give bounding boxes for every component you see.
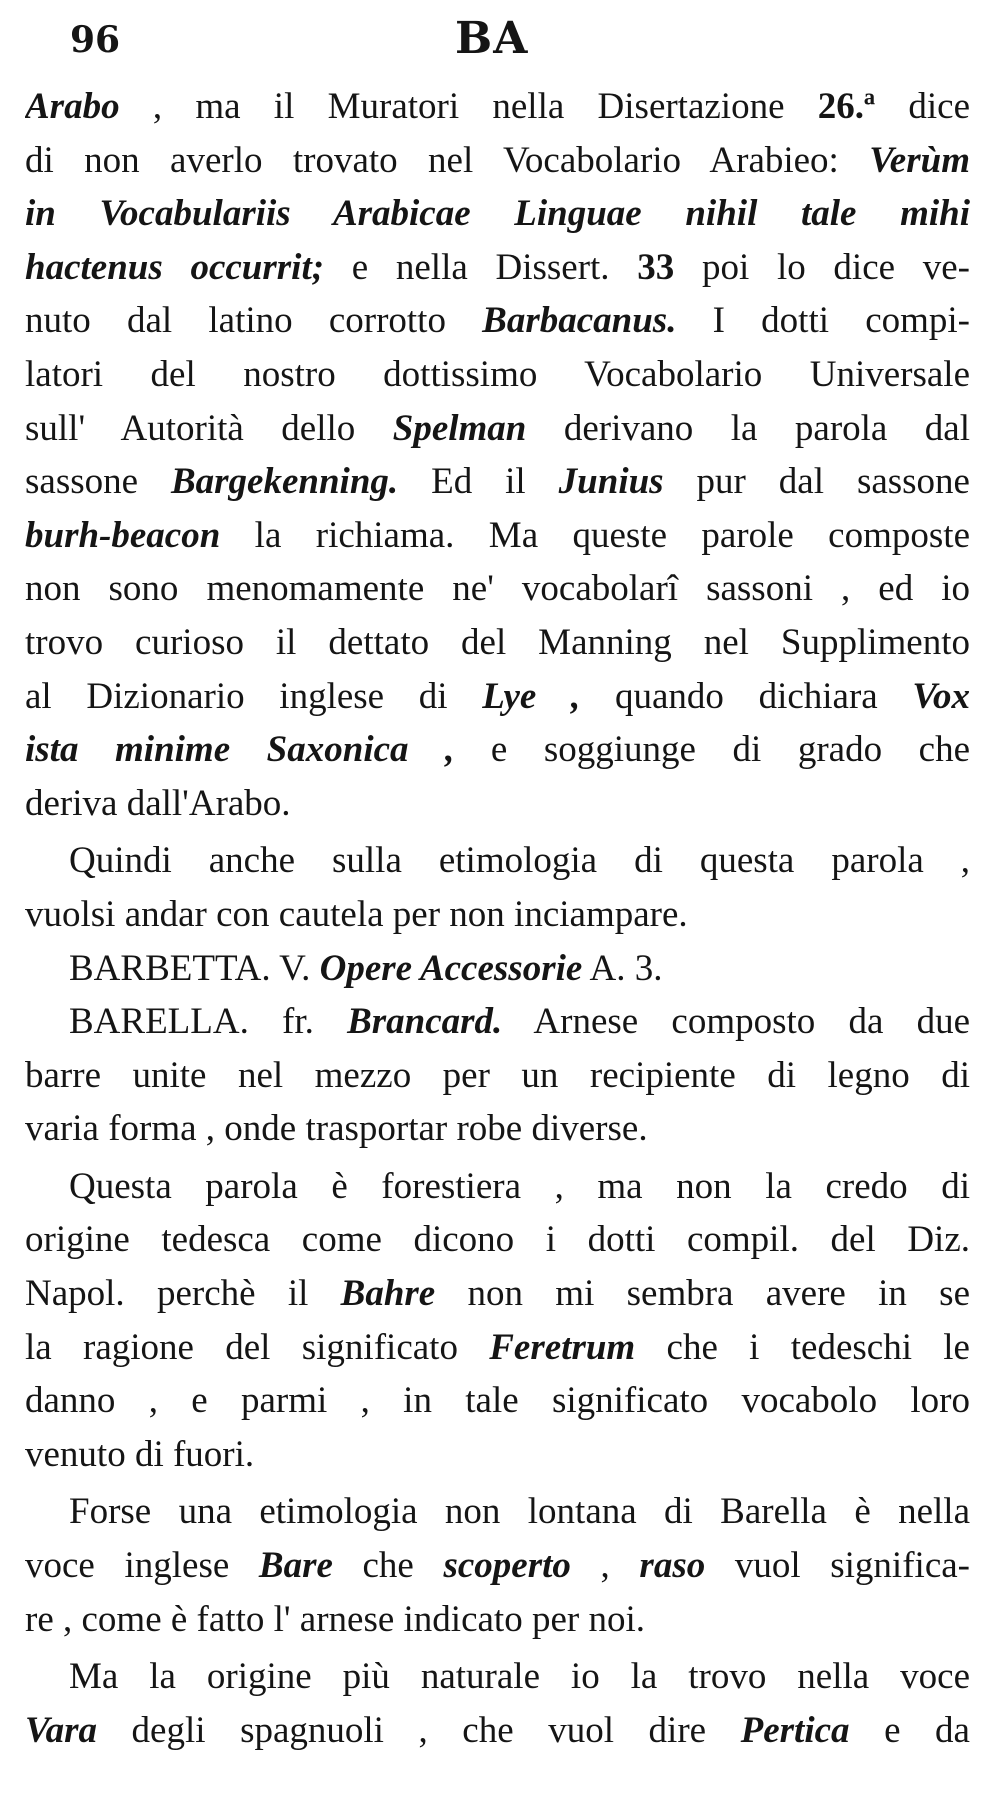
text-segment: Questa parola è forestiera , ma non la credo di — [69, 1165, 970, 1207]
text-segment: poi lo dice ve- — [674, 246, 970, 288]
text-segment: Ed il — [398, 461, 559, 503]
text-line — [25, 1374, 970, 1428]
text-line — [25, 1704, 970, 1758]
text-segment: Quindi anche sulla etimologia di questa parola , — [69, 840, 970, 882]
text-segment: deriva dall'Arabo. — [25, 782, 291, 824]
text-segment: degli spagnuoli , che vuol dire — [96, 1709, 741, 1751]
text-line — [25, 134, 970, 188]
text-segment: che — [332, 1545, 444, 1587]
text-line — [25, 670, 970, 724]
italic-term: Vox — [912, 675, 970, 717]
text-line — [25, 402, 970, 456]
italic-term: Verùm — [869, 139, 970, 181]
text-line — [25, 888, 970, 942]
text-segment: sassone — [25, 461, 171, 503]
text-segment: la ragione del significato — [25, 1326, 490, 1368]
text-segment: BARBETTA. V. — [69, 947, 320, 989]
text-segment: non sono menomamente ne' vocabolarî sassoni , ed io — [25, 568, 970, 610]
text-line — [25, 834, 970, 888]
text-line — [25, 777, 970, 831]
italic-term: hactenus occurrit; — [25, 246, 325, 288]
italic-term: Spelman — [392, 407, 527, 449]
bold-number: 33 — [637, 246, 675, 288]
text-segment: sull' Autorità dello — [25, 407, 393, 449]
text-segment: che i tedeschi le — [635, 1326, 970, 1368]
text-segment: Arnese composto da due — [502, 1001, 970, 1043]
italic-term: Lye , — [482, 675, 581, 717]
italic-term: ista minime Saxonica , — [25, 729, 455, 771]
text-line — [25, 1321, 970, 1375]
italic-term: raso — [639, 1545, 706, 1587]
text-segment: I dotti compi- — [676, 300, 970, 342]
text-line — [25, 455, 970, 509]
italic-term: Bahre — [340, 1273, 436, 1315]
text-segment: BARELLA. fr. — [69, 1001, 348, 1043]
text-segment: dice — [875, 86, 970, 127]
text-segment: pur dal sassone — [663, 461, 970, 503]
italic-term: scoperto — [443, 1545, 571, 1587]
text-segment: derivano la parola dal — [526, 407, 970, 449]
italic-term: Bargekenning. — [170, 461, 399, 503]
text-segment: Forse una etimologia non lontana di Barella è nella — [69, 1491, 970, 1533]
text-line — [25, 995, 970, 1049]
italic-term: burh-beacon — [25, 514, 221, 556]
text-segment: Napol. perchè il — [25, 1273, 341, 1315]
body-text — [25, 80, 970, 1757]
italic-term: Barbacanus. — [482, 300, 677, 342]
text-line — [25, 1267, 970, 1321]
italic-term: Pertica — [740, 1709, 850, 1751]
text-segment: e soggiunge di grado che — [454, 729, 970, 771]
text-segment: al Dizionario inglese di — [25, 675, 483, 717]
bold-number: 26.ª — [817, 86, 876, 127]
italic-term: Vara — [25, 1709, 97, 1751]
text-segment: venuto di fuori. — [25, 1433, 255, 1475]
italic-term: Bare — [258, 1545, 333, 1587]
text-line — [25, 241, 970, 295]
text-line — [25, 1428, 970, 1482]
text-line — [25, 80, 970, 134]
italic-term: Opere Accessorie — [319, 947, 583, 989]
text-segment: A. 3. — [582, 947, 663, 989]
text-segment: latori del nostro dottissimo Vocabolario Universale — [25, 353, 970, 395]
text-segment: non mi sembra avere in se — [435, 1273, 970, 1315]
text-line — [25, 1049, 970, 1103]
text-segment: quando dichiara — [580, 675, 913, 717]
italic-term: Brancard. — [347, 1001, 503, 1043]
text-line — [25, 1539, 970, 1593]
text-segment: vuol significa- — [705, 1545, 970, 1587]
text-segment: origine tedesca come dicono i dotti compil. del Diz. — [25, 1219, 970, 1261]
text-line — [25, 723, 970, 777]
text-line — [25, 294, 970, 348]
italic-term: in Vocabulariis Arabicae Linguae nihil tale mihi — [25, 193, 970, 235]
page-header — [0, 0, 995, 90]
text-segment: di non averlo trovato nel Vocabolario Arabieo: — [25, 139, 870, 181]
text-line — [25, 509, 970, 563]
text-segment: varia forma , onde trasportar robe diverse. — [25, 1108, 648, 1150]
text-segment: nuto dal latino corrotto — [25, 300, 483, 342]
text-line — [25, 1213, 970, 1267]
text-line — [25, 616, 970, 670]
text-segment: vuolsi andar con cautela per non inciampare. — [25, 893, 688, 935]
text-line — [25, 1160, 970, 1214]
text-segment: trovo curioso il dettato del Manning nel Supplimento — [25, 621, 970, 663]
text-line — [25, 1593, 970, 1647]
text-segment: voce inglese — [25, 1545, 259, 1587]
text-segment: re , come è fatto l' arnese indicato per noi. — [25, 1598, 645, 1640]
page-number: 96 — [70, 19, 121, 61]
text-segment: Ma la origine più naturale io la trovo nella voce — [69, 1656, 970, 1698]
italic-term: Feretrum — [489, 1326, 636, 1368]
text-line — [25, 942, 970, 996]
text-segment: danno , e parmi , in tale significato vocabolo loro — [25, 1380, 970, 1422]
italic-term: Arabo — [25, 86, 120, 127]
text-line — [25, 348, 970, 402]
text-line — [25, 1650, 970, 1704]
text-segment: , — [570, 1545, 640, 1587]
text-segment: , ma il Muratori nella Disertazione — [119, 86, 818, 127]
text-segment: barre unite nel mezzo per un recipiente di legno di — [25, 1054, 970, 1096]
text-segment: e da — [849, 1709, 970, 1751]
text-segment: e nella Dissert. — [324, 246, 638, 288]
text-line — [25, 187, 970, 241]
text-segment: la richiama. Ma queste parole composte — [220, 514, 970, 556]
text-line — [25, 562, 970, 616]
italic-term: Junius — [558, 461, 664, 503]
text-line — [25, 1102, 970, 1156]
text-line — [25, 1485, 970, 1539]
running-head: BA — [455, 13, 529, 64]
